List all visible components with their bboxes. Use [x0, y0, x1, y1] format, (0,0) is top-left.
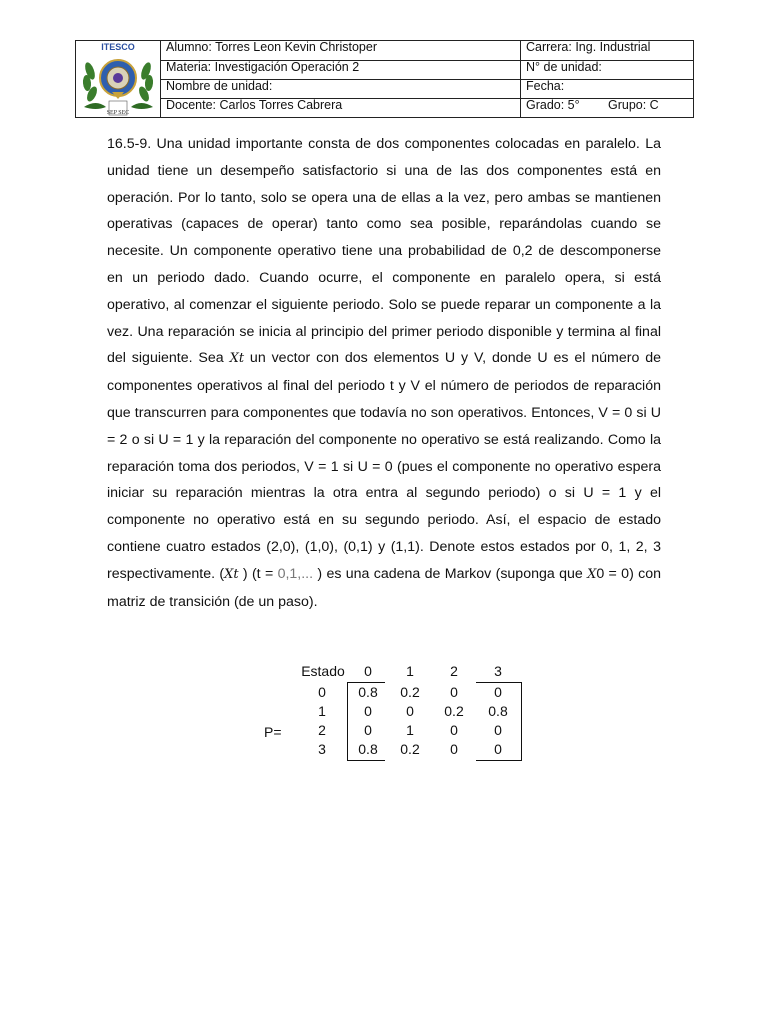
teacher: Docente: Carlos Torres Cabrera: [166, 98, 343, 112]
math-xt: Xt: [224, 566, 239, 582]
matrix-row-header: 3: [318, 741, 326, 757]
problem-text-part: ) (t =: [238, 565, 278, 582]
problem-text-part: 16.5-9. Una unidad importante consta de dos componentes colocadas en paralelo. La unidad tiene un desempeño satisfactorio si una de las dos componentes está en operación. Por lo tanto, solo se opera una de ellas a la vez, pero ambas se mantienen operativas (capaces de operar) tanto como sea posible, reparándolas cuando se necesite. Un componente operativo tiene una probabilidad de 0,2 de descomponerse en un periodo dado. Cuando ocurre, el componente en paralelo opera, si está operativo, al comenzar el siguiente periodo. Solo se puede reparar un componente a la vez. Una reparación se inicia al principio del primer periodo disponible y termina al final del siguiente. Sea: [107, 136, 661, 367]
matrix-cell: 0.8: [358, 741, 378, 757]
logo-title: ITESCO: [101, 42, 135, 52]
logo-sep-text: SEP SEC: [106, 110, 130, 116]
matrix-corner-header: Estado: [301, 663, 345, 679]
math-x0: X: [587, 566, 597, 582]
header-table: [75, 40, 694, 118]
matrix-cell: 0: [494, 741, 502, 757]
school-logo: [76, 41, 161, 117]
matrix-cell: 0: [450, 741, 458, 757]
matrix-left-bracket-bottom: [347, 760, 385, 761]
problem-statement: [107, 131, 661, 615]
matrix-right-bracket: [521, 682, 522, 761]
matrix-cell: 0: [364, 703, 372, 719]
matrix-cell: 0.2: [400, 684, 420, 700]
grade: Grado: 5°: [526, 98, 580, 112]
matrix-cell: 0: [406, 703, 414, 719]
logo-emblem-icon: [76, 41, 161, 117]
matrix-row-header: 1: [318, 703, 326, 719]
matrix-cell: 0: [494, 722, 502, 738]
t-values: 0,1,...: [277, 565, 314, 582]
matrix-col-header: 0: [364, 663, 372, 679]
matrix-cell: 0: [450, 722, 458, 738]
matrix-cell: 0: [450, 684, 458, 700]
matrix-cell: 0.8: [358, 684, 378, 700]
group: Grupo: C: [608, 98, 659, 112]
matrix-cell: 0.2: [444, 703, 464, 719]
math-xt: Xt: [229, 351, 245, 367]
matrix-col-header: 1: [406, 663, 414, 679]
unit-number: N° de unidad:: [526, 60, 602, 74]
matrix-cell: 0: [494, 684, 502, 700]
problem-text-part: 0 = 0) con matriz de transición (de un paso).: [107, 565, 661, 610]
matrix-col-header: 2: [450, 663, 458, 679]
career: Carrera: Ing. Industrial: [526, 40, 651, 54]
matrix-left-bracket-top: [347, 682, 385, 683]
matrix-row-header: 2: [318, 722, 326, 738]
matrix-right-bracket-top: [476, 682, 522, 683]
subject: Materia: Investigación Operación 2: [166, 60, 360, 74]
matrix-right-bracket-bottom: [476, 760, 522, 761]
problem-text-part: un vector con dos elementos U y V, donde U es el número de componentes operativos al final del periodo t y V el número de periodos de reparación que transcurren para componentes que todavía no son operativos. Entonces, V = 0 si U = 2 o si U = 1 y la reparación del componente no operativo se está realizando. Como la reparación toma dos periodos, V = 1 si U = 0 (pues el componente no operativo espera iniciar su reparación mientras la otra entra al segundo periodo) o si U = 1 y el componente no operativo está en su segundo periodo. Así, el espacio de estado contiene cuatro estados (2,0), (1,0), (0,1) y (1,1). Denote estos estados por 0, 1, 2, 3 respectivamente. (: [107, 350, 662, 582]
matrix-cell: 0.2: [400, 741, 420, 757]
matrix-label: P=: [264, 724, 282, 740]
matrix-row-header: 0: [318, 684, 326, 700]
matrix-cell: 0.8: [488, 703, 508, 719]
matrix-cell: 1: [406, 722, 414, 738]
matrix-cell: 0: [364, 722, 372, 738]
student-name: Alumno: Torres Leon Kevin Christoper: [166, 40, 377, 54]
date: Fecha:: [526, 79, 565, 93]
matrix-left-bracket: [347, 682, 348, 761]
problem-text-part: ) es una cadena de Markov (suponga que: [313, 565, 588, 582]
matrix-col-header: 3: [494, 663, 502, 679]
unit-name: Nombre de unidad:: [166, 79, 273, 93]
